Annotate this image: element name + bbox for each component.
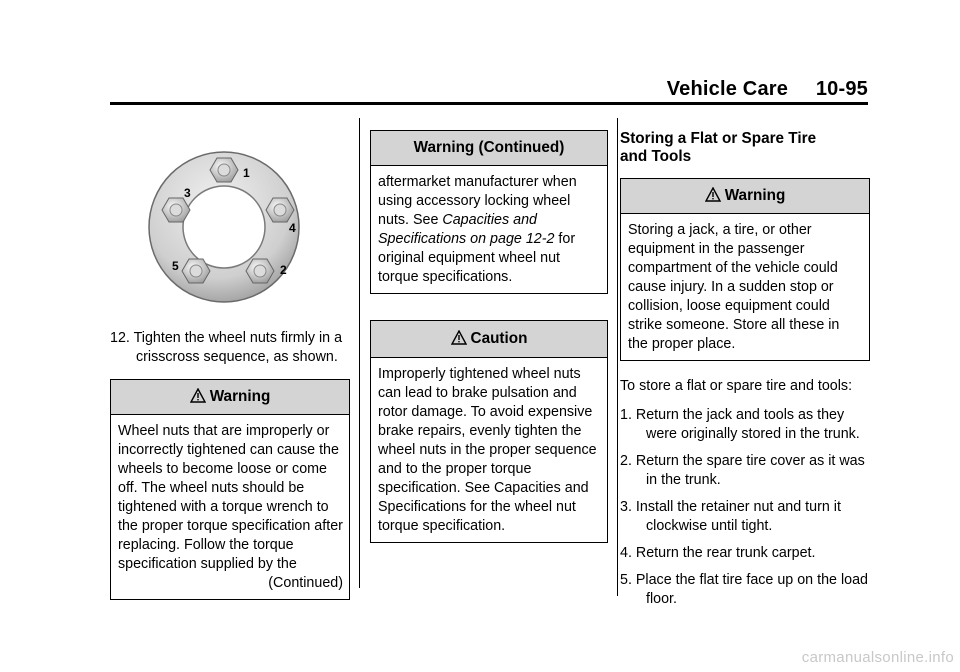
step-12: 12. Tighten the wheel nuts firmly in a crisscross sequence, as shown. (110, 330, 343, 365)
continued-label: (Continued) (268, 575, 343, 591)
caution-body: Improperly tightened wheel nuts can lead to brake pulsation and rotor damage. To avoid expensive brake repairs, evenly tighten the wheel nuts in the proper sequence and to the proper torque specification. See Capacities and Specifications for the wheel nut torque specification. (378, 366, 597, 534)
lug-label-3: 3 (184, 186, 191, 200)
caution-title: Caution (470, 330, 528, 347)
page-header (667, 78, 868, 101)
warning-continued-text-1: aftermarket manufacturer when using accessory locking wheel nuts. See (378, 174, 577, 228)
wheel-lug-figure (110, 120, 350, 313)
storage-warning-title: Warning (724, 187, 786, 204)
lug-label-1: 1 (243, 166, 250, 180)
column-1 (110, 120, 350, 600)
caution-box (370, 320, 608, 543)
header-rule (110, 102, 868, 105)
warning-header (111, 380, 349, 415)
warning-continued-box (370, 130, 608, 294)
storage-step-5: 5. Place the flat tire face up on the load floor. (620, 572, 868, 607)
storage-step-1: 1. Return the jack and tools as they were originally stored in the trunk. (620, 407, 860, 442)
watermark: carmanualsonline.info (801, 649, 954, 666)
column-divider-2 (617, 118, 618, 596)
warning-body (111, 415, 349, 599)
column-divider-1 (359, 118, 360, 588)
storage-warning-header (621, 179, 869, 214)
section-heading: Storing a Flat or Spare Tire and Tools (620, 130, 817, 165)
warning-box (110, 379, 350, 600)
caution-header (371, 321, 607, 358)
warning-continued-header: Warning (Continued) (371, 131, 607, 166)
page-number: 10-95 (815, 78, 868, 100)
section-title: Vehicle Care (666, 78, 789, 100)
warning-continued-text-2: for original equipment wheel nut torque specifications. (378, 231, 576, 285)
lug-label-2: 2 (280, 263, 287, 277)
caution-triangle-icon (451, 323, 467, 359)
warning-title: Warning (209, 388, 271, 405)
storage-warning-box (620, 178, 870, 361)
column-3 (620, 130, 870, 617)
storage-step-3: 3. Install the retainer nut and turn it clockwise until tight. (620, 499, 841, 534)
capacities-reference: Capacities and Specifications on page 12-2 (378, 212, 555, 247)
storage-warning-text: Storing a jack, a tire, or other equipment in the passenger compartment of the vehicle could cause injury. In a sudden stop or collision, loose equipment could strike someone. Store all these in the proper place. (628, 222, 840, 352)
warning-triangle-icon (705, 181, 721, 215)
warning-triangle-icon (190, 382, 206, 416)
storage-intro: To store a flat or spare tire and tools: (620, 378, 853, 394)
lug-nut-sequence-diagram (110, 120, 350, 313)
column-2 (370, 130, 608, 543)
lug-label-5: 5 (172, 259, 179, 273)
storage-step-2: 2. Return the spare tire cover as it was in the trunk. (620, 453, 865, 488)
warning-continued-body (371, 166, 607, 293)
lug-label-4: 4 (289, 221, 296, 235)
storage-step-4: 4. Return the rear trunk carpet. (620, 545, 816, 561)
center-bore (183, 186, 265, 268)
warning-text: Wheel nuts that are improperly or incorrectly tightened can cause the wheels to become loose or come off. The wheel nuts should be tightened with a torque wrench to the proper torque specification after replacing. Follow the torque specification supplied by the (118, 423, 343, 572)
